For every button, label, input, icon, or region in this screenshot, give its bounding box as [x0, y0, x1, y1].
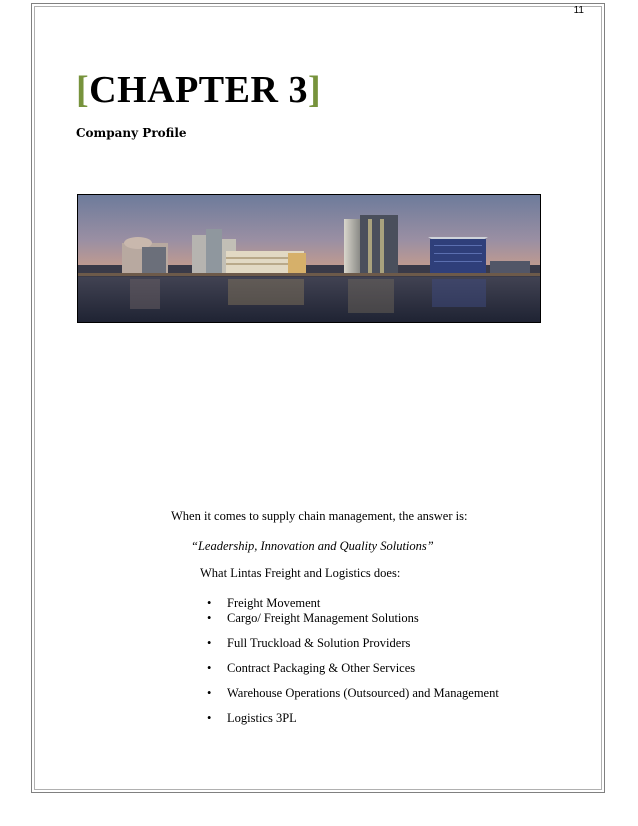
chapter-title — [76, 70, 321, 110]
service-label: Logistics 3PL — [227, 711, 297, 725]
list-item — [207, 596, 320, 611]
bullet-icon: • — [207, 596, 212, 610]
list-item — [207, 711, 297, 726]
list-item — [207, 661, 415, 676]
service-label: Contract Packaging & Other Services — [227, 661, 416, 675]
service-label: Cargo/ Freight Management Solutions — [227, 611, 419, 625]
services-heading: What Lintas Freight and Logistics does: — [200, 566, 401, 580]
bullet-icon: • — [207, 686, 212, 700]
service-label: Freight Movement — [227, 596, 321, 610]
page-number: 11 — [573, 5, 584, 16]
bullet-icon: • — [207, 611, 212, 625]
company-slogan: “Leadership, Innovation and Quality Solutions” — [191, 539, 434, 553]
chapter-title-text: CHAPTER 3 — [89, 69, 308, 111]
open-bracket: [ — [76, 69, 90, 111]
list-item — [207, 611, 419, 626]
bullet-icon: • — [207, 636, 212, 650]
section-subtitle: Company Profile — [76, 126, 187, 140]
list-item — [207, 636, 410, 651]
city-skyline-image — [77, 194, 541, 323]
list-item — [207, 686, 499, 701]
intro-text: When it comes to supply chain management, the answer is: — [171, 509, 468, 523]
close-bracket: ] — [307, 69, 322, 111]
service-label: Full Truckload & Solution Providers — [227, 636, 411, 650]
bullet-icon: • — [207, 661, 212, 675]
service-label: Warehouse Operations (Outsourced) and Management — [227, 686, 499, 700]
bullet-icon: • — [207, 711, 212, 725]
